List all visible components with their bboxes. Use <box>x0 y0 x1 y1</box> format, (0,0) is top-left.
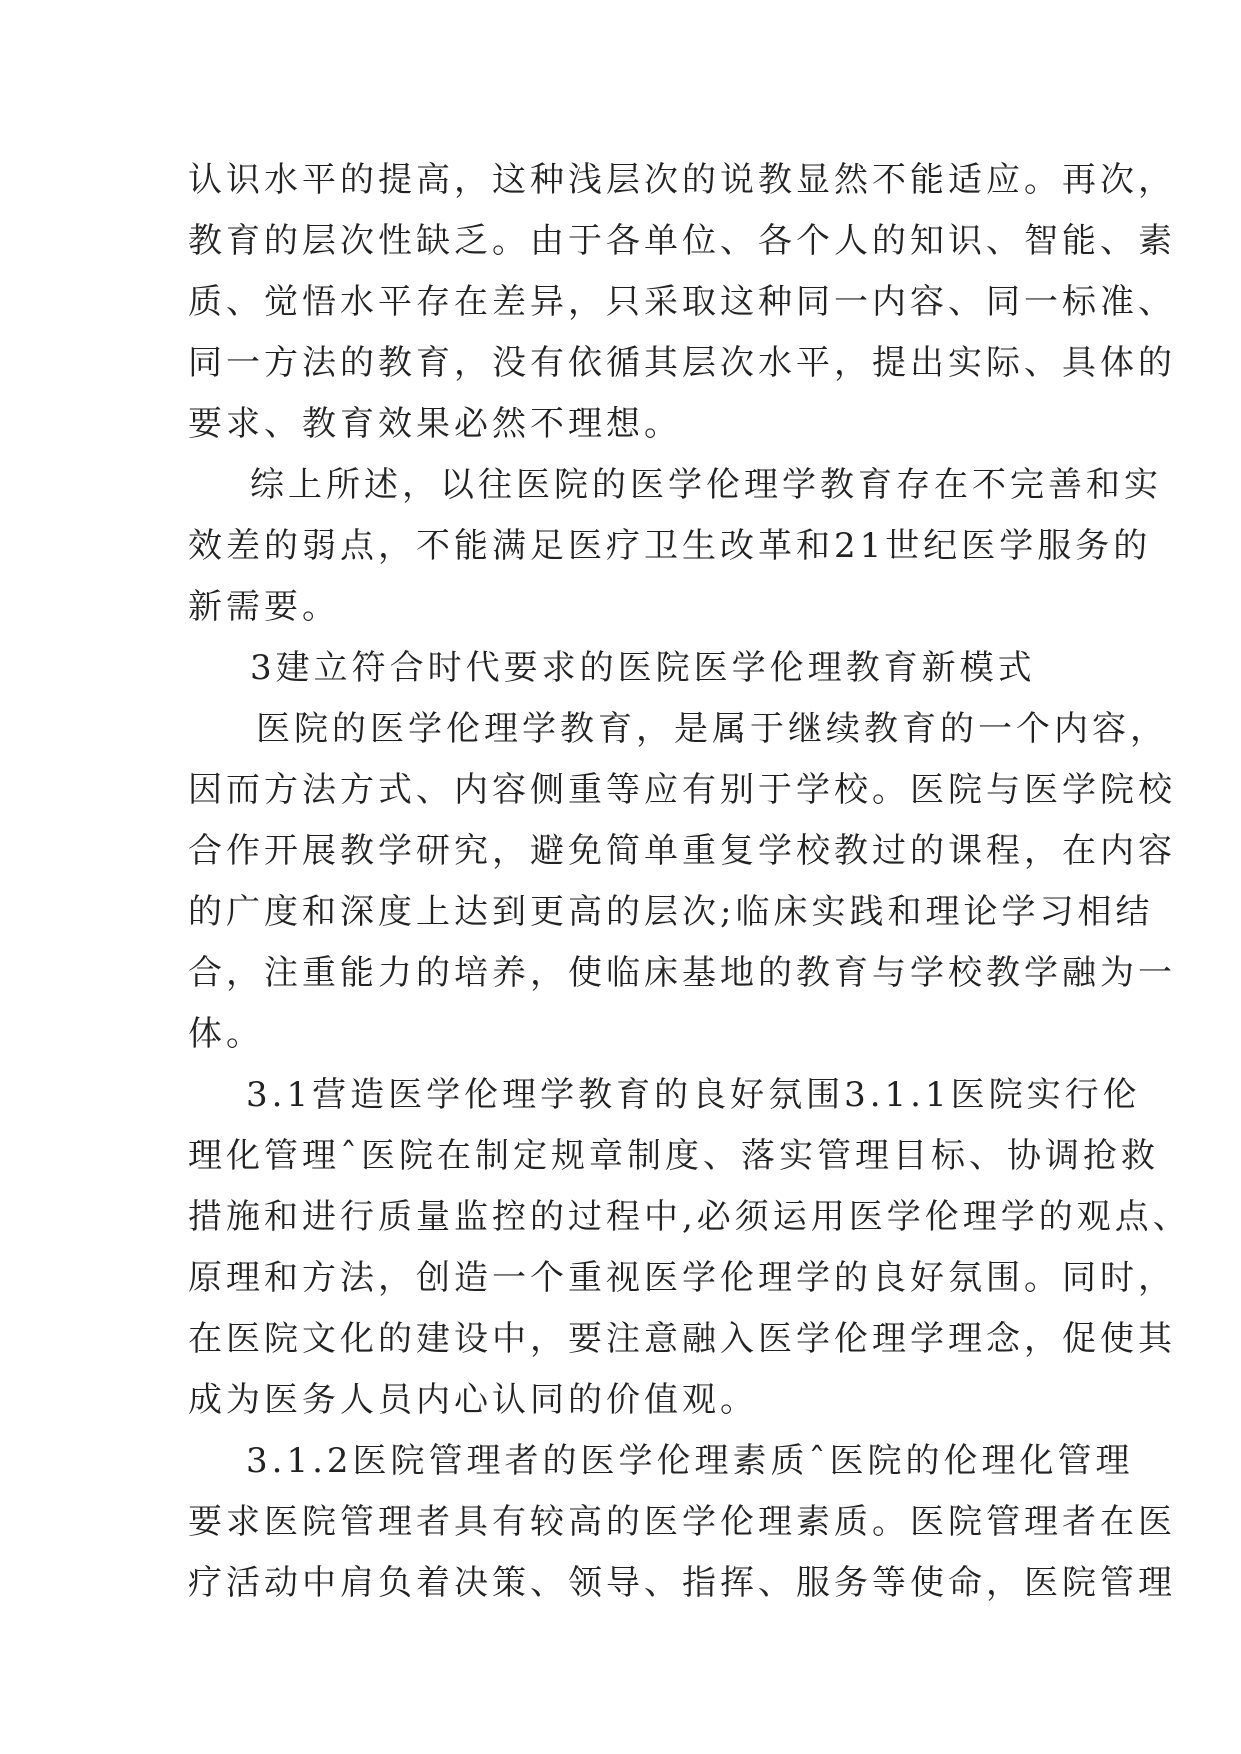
text-line: 要求医院管理者具有较高的医学伦理素质。医院管理者在医 <box>188 1502 1176 1542</box>
paragraph-start-line: 医院的医学伦理学教育，是属于继续教育的一个内容， <box>256 709 1168 749</box>
text-line: 要求、教育效果必然不理想。 <box>188 404 682 444</box>
text-line: 体。 <box>188 1014 264 1054</box>
text-line: 理化管理ˆ医院在制定规章制度、落实管理目标、协调抢救 <box>188 1136 1159 1176</box>
section-heading: 3建立符合时代要求的医院医学伦理教育新模式 <box>250 648 1036 688</box>
paragraph-start-line: 3.1.2医院管理者的医学伦理素质ˆ医院的伦理化管理 <box>246 1441 1134 1481</box>
text-line: 疗活动中肩负着决策、领导、指挥、服务等使命，医院管理 <box>188 1563 1176 1603</box>
text-line: 因而方法方式、内容侧重等应有别于学校。医院与医学院校 <box>188 770 1176 810</box>
text-line: 合作开展教学研究，避免简单重复学校教过的课程，在内容 <box>188 831 1176 871</box>
paragraph-start-line: 综上所述，以往医院的医学伦理学教育存在不完善和实 <box>250 465 1162 505</box>
body-text <box>188 150 1191 1614</box>
text-line: 同一方法的教育，没有依循其层次水平，提出实际、具体的 <box>188 343 1176 383</box>
text-line: 措施和进行质量监控的过程中,必须运用医学伦理学的观点、 <box>188 1197 1191 1237</box>
text-line: 教育的层次性缺乏。由于各单位、各个人的知识、智能、素 <box>188 221 1176 261</box>
text-line: 的广度和深度上达到更高的层次;临床实践和理论学习相结 <box>188 892 1154 932</box>
text-line: 质、觉悟水平存在差异，只采取这种同一内容、同一标准、 <box>188 282 1176 322</box>
paragraph-start-line: 3.1营造医学伦理学教育的良好氛围3.1.1医院实行伦 <box>246 1075 1141 1115</box>
text-line: 新需要。 <box>188 587 340 627</box>
text-line: 原理和方法，创造一个重视医学伦理学的良好氛围。同时， <box>188 1258 1176 1298</box>
text-line: 成为医务人员内心认同的价值观。 <box>188 1380 758 1420</box>
text-line: 效差的弱点，不能满足医疗卫生改革和21世纪医学服务的 <box>188 526 1152 566</box>
text-line: 在医院文化的建设中，要注意融入医学伦理学理念，促使其 <box>188 1319 1176 1359</box>
text-line: 认识水平的提高，这种浅层次的说教显然不能适应。再次， <box>188 160 1176 200</box>
text-line: 合，注重能力的培养，使临床基地的教育与学校教学融为一 <box>188 953 1176 993</box>
